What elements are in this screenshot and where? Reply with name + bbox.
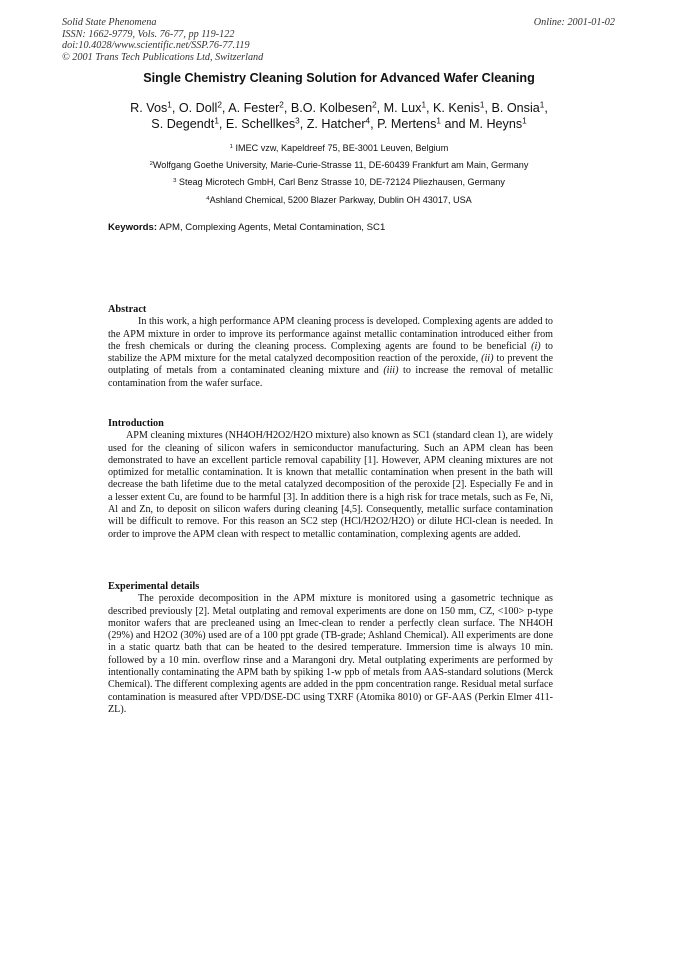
author: E. Schellkes: [225, 117, 296, 131]
author: K. Kenis: [433, 101, 480, 115]
keywords-label: Keywords:: [108, 222, 158, 233]
abstract-section: [108, 304, 553, 390]
affiliations: [0, 140, 678, 209]
author: Z. Hatcher: [306, 117, 366, 131]
introduction-section: [108, 418, 553, 541]
author: M. Heyns: [468, 117, 523, 131]
author: O. Doll: [178, 101, 218, 115]
abstract-heading: Abstract: [108, 304, 147, 315]
abstract-body: In this work, a high performance APM cleaning process is developed. Complexing agents are added to the APM mixture in order to improve its performance against metallic contamination introduced either from the fresh chemicals or during the cleaning process. Complexing agents are found to be beneficial (i) to stabilize the APM mixture for the metal catalyzed decomposition reaction of the peroxide, (ii) to prevent the outplating of metals from a contaminated cleaning mixture and (iii) to increase the removal of metallic contamination from the wafer surface.: [108, 316, 554, 389]
author-list: [0, 100, 678, 132]
running-header: [62, 17, 263, 63]
introduction-body: APM cleaning mixtures (NH4OH/H2O2/H2O mixture) also known as SC1 (standard clean 1), are widely used for the cleaning of silicon wafers in semiconductor manufacturing. Such an APM clean has been demonstrated to have an excellent particle removal capability [1]. However, APM cleaning mixtures are not optimized for metallic contamination. It is known that metallic contamination when present in the bath will decrease the bath lifetime due to the metal catalyzed decomposition of the peroxide [2]. Especially Fe and in a lesser extent Cu, are found to be harmful [3]. In addition there is a high risk for trace metals, such as Fe, Ni, Al and Zn, to deposit on silicon wafers during cleaning [4,5]. Consequently, metallic surface contamination will be difficult to remove. For this reason an SC2 step (HCl/H2O2/H2O) or dilute HCl-clean is needed. In order to improve the APM clean with respect to metallic contamination, complexing agents are added.: [108, 430, 553, 540]
experimental-heading: Experimental details: [108, 581, 200, 592]
author: R. Vos: [130, 101, 168, 115]
author: S. Degendt: [151, 117, 215, 131]
issn-line: ISSN: 1662-9779, Vols. 76-77, pp 119-122: [62, 28, 235, 40]
keywords-text: APM, Complexing Agents, Metal Contamination, SC1: [159, 222, 386, 233]
doi-line: doi:10.4028/www.scientific.net/SSP.76-77.119: [62, 40, 250, 52]
affiliation-4: $^4$Ashland Chemical, 5200 Blazer Parkway, Dublin OH 43017, USA: [206, 194, 472, 205]
keywords: [108, 222, 385, 233]
author: B. Onsia: [491, 101, 540, 115]
author: M. Lux: [383, 101, 422, 115]
affiliation-1: $^1$ IMEC vzw, Kapeldreef 75, BE-3001 Leuven, Belgium: [229, 143, 449, 153]
author: B.O. Kolbesen: [290, 101, 373, 115]
journal-name: Solid State Phenomena: [62, 17, 157, 28]
affiliation-3: $^3$ Steag Microtech GmbH, Carl Benz Strasse 10, DE-72124 Pliezhausen, Germany: [173, 177, 505, 188]
online-date: Online: 2001-01-02: [533, 17, 615, 28]
affiliation-2: $^2$Wolfgang Goethe University, Marie-Curie-Strasse 11, DE-60439 Frankfurt am Main, Germany: [149, 160, 529, 171]
author-line-1: R. Vos$^1$, O. Doll$^2$, A. Fester$^2$, B.O. Kolbesen$^2$, M. Lux$^1$, K. Kenis$^1$, B. Onsia$^1$,: [130, 100, 548, 115]
introduction-heading: Introduction: [108, 418, 164, 429]
paper-title: Single Chemistry Cleaning Solution for Advanced Wafer Cleaning: [143, 71, 535, 85]
author: A. Fester: [228, 101, 280, 115]
experimental-body: The peroxide decomposition in the APM mixture is monitored using a gasometric technique as described previously [2]. Metal outplating and removal experiments are done on 150 mm, CZ, <100> p-type monitor wafers that are precleaned using an Imec-clean to render a perfectly clean surface. The NH4OH (29%) and H2O2 (30%) used are of a 100 ppt grade (TB-grade; Ashland Chemical). All experiments are done in a static quartz bath that can be heated to the desired temperature. Immersion time is always 10 min. followed by a 10 min. overflow rinse and a Marangoni dry. Metal outplating experiments are performed by intentionally contaminating the APM bath by spiking 1-w ppb of metals from AAS-standard solutions (Merck Chemical). The different complexing agents are added in the ppm concentration range. Residual metal surface contamination is measured after VPD/DSE-DC using TXRF (Atomika 8010) or GF-AAS (Perkin Elmer 411-ZL).: [108, 593, 553, 715]
author-line-2: S. Degendt$^1$, E. Schellkes$^3$, Z. Hatcher$^4$, P. Mertens$^1$ and M. Heyns$^1$: [151, 116, 527, 131]
author: P. Mertens: [377, 117, 437, 131]
copyright-line: © 2001 Trans Tech Publications Ltd, Switzerland: [62, 51, 264, 63]
experimental-section: [108, 581, 553, 716]
